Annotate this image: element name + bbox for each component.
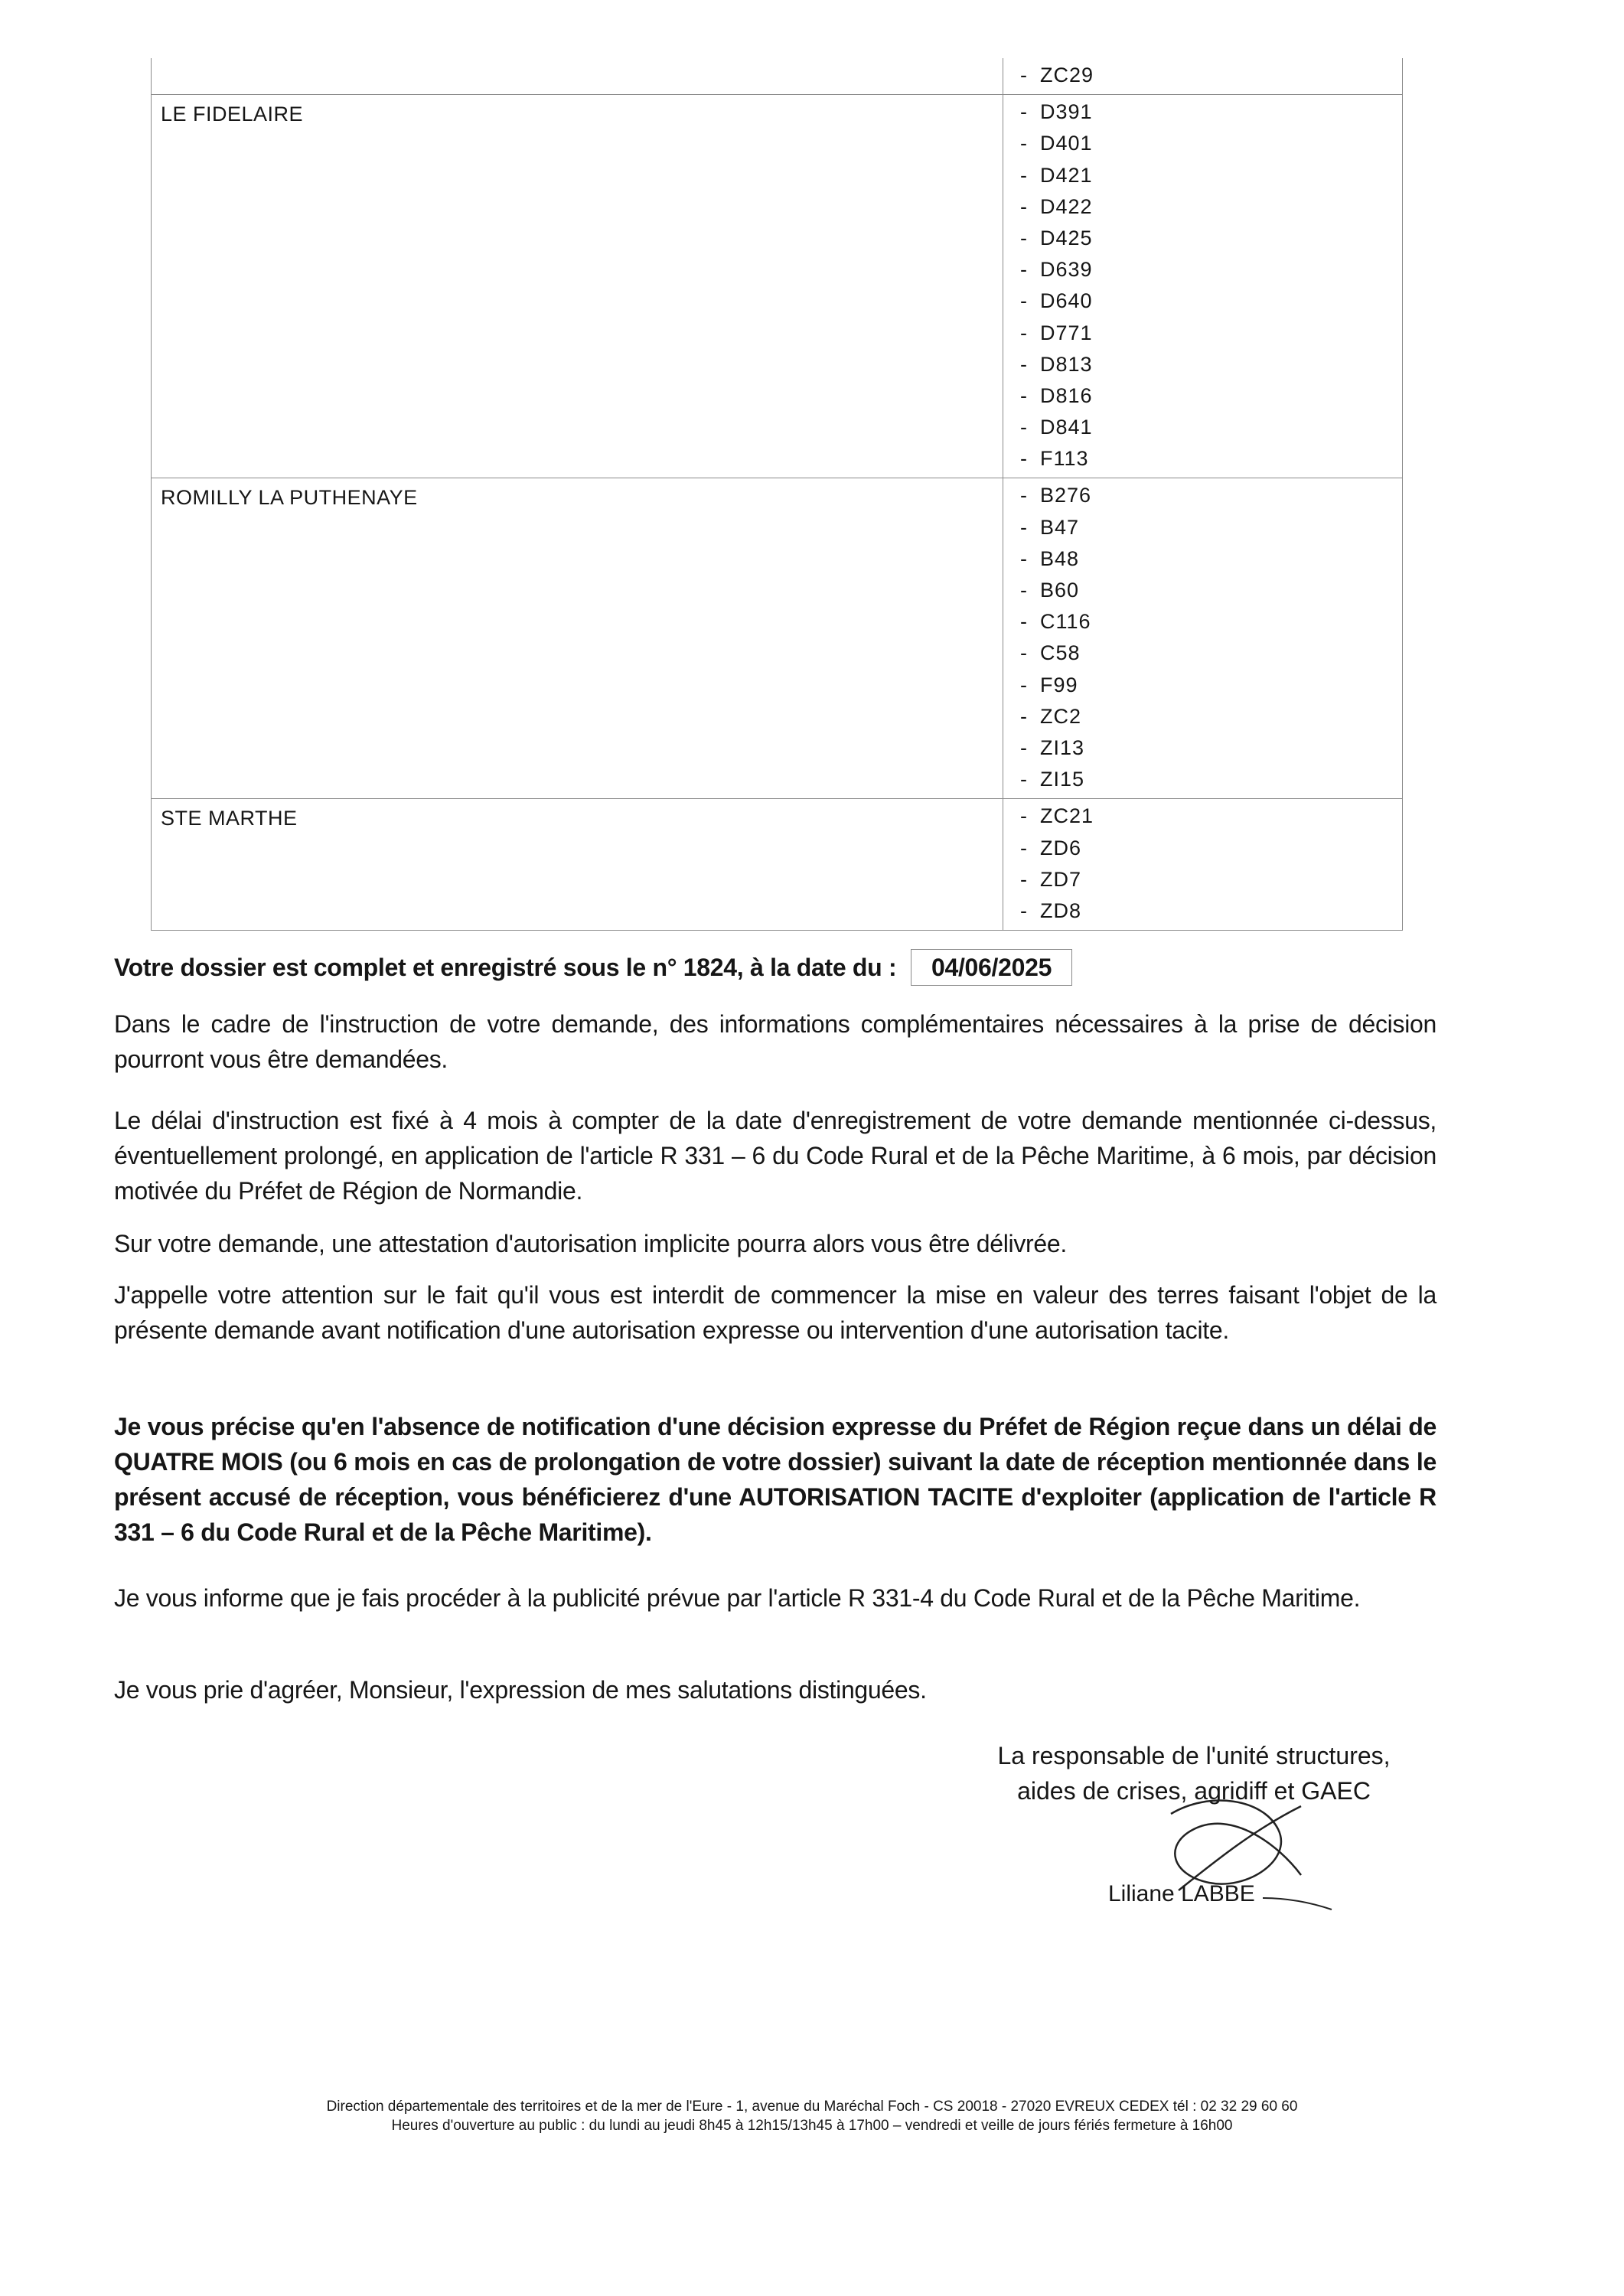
parcel-id: ZC29 (1040, 64, 1094, 86)
parcel-item (1020, 160, 1402, 191)
registration-date: 04/06/2025 (911, 949, 1072, 986)
commune-cell: ROMILLY LA PUTHENAYE (152, 478, 1003, 799)
parcel-item (1020, 895, 1402, 927)
parcel-item (1020, 60, 1402, 91)
parcel-id: D401 (1040, 132, 1093, 155)
table-row (152, 799, 1403, 931)
parcel-id: ZC2 (1040, 704, 1082, 728)
list-dash: - (1020, 132, 1028, 155)
commune-cell (152, 58, 1003, 95)
parcel-item (1020, 191, 1402, 223)
paragraph-info: Dans le cadre de l'instruction de votre demande, des informations complémentaires nécessaires à la prise de décision pourront vous être demandées. (114, 1010, 1436, 1073)
list-dash: - (1020, 447, 1028, 471)
parcels-cell (1003, 799, 1403, 931)
list-dash: - (1020, 484, 1028, 507)
parcel-item (1020, 223, 1402, 254)
paragraph-delay: Le délai d'instruction est fixé à 4 mois à compter de la date d'enregistrement de votre demande mentionnée ci-dessus, éventuellement prolongé, en application de l'article R 331 – 6 du Code Rural et de la Pêche Maritime, à 6 mois, par décision motivée du Préfet de Région de Normandie. (114, 1107, 1436, 1205)
list-dash: - (1020, 673, 1028, 696)
list-dash: - (1020, 194, 1028, 218)
parcel-id: D816 (1040, 383, 1093, 407)
parcel-id: ZD7 (1040, 867, 1082, 891)
parcels-cell (1003, 478, 1403, 799)
table-row (152, 95, 1403, 478)
parcel-id: D771 (1040, 321, 1093, 344)
parcel-id: ZC21 (1040, 804, 1094, 828)
parcel-id: B48 (1040, 546, 1080, 570)
paragraph-attestation: Sur votre demande, une attestation d'autorisation implicite pourra alors vous être délivrée. (114, 1230, 1067, 1257)
parcel-id: ZD6 (1040, 836, 1082, 859)
parcel-item (1020, 254, 1402, 285)
parcel-item (1020, 349, 1402, 380)
table-row (152, 58, 1403, 95)
parcel-item (1020, 285, 1402, 317)
list-dash: - (1020, 258, 1028, 282)
parcel-item (1020, 701, 1402, 732)
list-dash: - (1020, 546, 1028, 570)
parcel-id: D639 (1040, 258, 1093, 282)
parcel-item (1020, 412, 1402, 443)
parcel-item (1020, 575, 1402, 606)
table-row (152, 478, 1403, 799)
parcel-id: B276 (1040, 484, 1092, 507)
parcel-item (1020, 801, 1402, 832)
parcel-item (1020, 606, 1402, 638)
list-dash: - (1020, 100, 1028, 124)
parcel-id: ZI13 (1040, 735, 1085, 759)
parcel-id: C58 (1040, 641, 1081, 665)
parcel-item (1020, 732, 1402, 764)
parcel-id: B47 (1040, 515, 1080, 539)
parcel-item (1020, 128, 1402, 159)
list-dash: - (1020, 289, 1028, 313)
list-dash: - (1020, 768, 1028, 791)
list-dash: - (1020, 416, 1028, 439)
parcels-cell (1003, 95, 1403, 478)
parcel-item (1020, 764, 1402, 795)
parcel-id: D391 (1040, 100, 1093, 124)
footer-opening-hours: Heures d'ouverture au public : du lundi au jeudi 8h45 à 12h15/13h45 à 17h00 – vendredi et veille de jours fériés fermeture à 16h00 (391, 2118, 1233, 2134)
parcel-item (1020, 380, 1402, 412)
registration-text: Votre dossier est complet et enregistré sous le n° 1824, à la date du : (114, 954, 897, 981)
parcel-item (1020, 443, 1402, 475)
parcel-id: D841 (1040, 416, 1093, 439)
list-dash: - (1020, 515, 1028, 539)
list-dash: - (1020, 641, 1028, 665)
paragraph-publicity: Je vous informe que je fais procéder à la publicité prévue par l'article R 331-4 du Code Rural et de la Pêche Maritime. (114, 1584, 1361, 1612)
signature-title-line1: La responsable de l'unité structures, (997, 1742, 1391, 1769)
list-dash: - (1020, 226, 1028, 249)
parcel-id: F99 (1040, 673, 1078, 696)
parcel-id: F113 (1040, 447, 1089, 471)
list-dash: - (1020, 163, 1028, 187)
list-dash: - (1020, 735, 1028, 759)
list-dash: - (1020, 383, 1028, 407)
parcel-item (1020, 543, 1402, 575)
parcel-item (1020, 833, 1402, 864)
list-dash: - (1020, 804, 1028, 828)
list-dash: - (1020, 899, 1028, 922)
parcel-id: D425 (1040, 226, 1093, 249)
parcel-id: D422 (1040, 194, 1093, 218)
parcel-item (1020, 318, 1402, 349)
parcel-id: ZD8 (1040, 899, 1082, 922)
list-dash: - (1020, 610, 1028, 634)
parcel-id: C116 (1040, 610, 1091, 634)
parcels-cell (1003, 58, 1403, 95)
list-dash: - (1020, 579, 1028, 602)
parcel-table (151, 58, 1403, 931)
footer-address: Direction départementale des territoires et de la mer de l'Eure - 1, avenue du Maréchal Foch - CS 20018 - 27020 EVREUX CEDEX tél : 02 32 29 60 60 (326, 2099, 1298, 2115)
parcel-item (1020, 96, 1402, 128)
parcel-id: ZI15 (1040, 768, 1085, 791)
footer (0, 2097, 1624, 2135)
list-dash: - (1020, 64, 1028, 86)
list-dash: - (1020, 836, 1028, 859)
parcel-id: B60 (1040, 579, 1080, 602)
parcel-item (1020, 480, 1402, 511)
registration-line (114, 949, 1436, 986)
parcel-item (1020, 638, 1402, 669)
parcel-item (1020, 512, 1402, 543)
paragraph-closing: Je vous prie d'agréer, Monsieur, l'expression de mes salutations distinguées. (114, 1676, 927, 1704)
parcel-item (1020, 864, 1402, 895)
list-dash: - (1020, 321, 1028, 344)
commune-cell: LE FIDELAIRE (152, 95, 1003, 478)
list-dash: - (1020, 867, 1028, 891)
commune-cell: STE MARTHE (152, 799, 1003, 931)
parcel-id: D421 (1040, 163, 1093, 187)
list-dash: - (1020, 352, 1028, 376)
signature-title-line2: aides de crises, agridiff et GAEC (1017, 1777, 1371, 1805)
parcel-item (1020, 670, 1402, 701)
parcel-id: D640 (1040, 289, 1093, 313)
parcel-id: D813 (1040, 352, 1093, 376)
paragraph-warning: J'appelle votre attention sur le fait qu'il vous est interdit de commencer la mise en valeur des terres faisant l'objet de la présente demande avant notification d'une autorisation expresse ou intervention d'une autorisation tacite. (114, 1281, 1436, 1344)
list-dash: - (1020, 704, 1028, 728)
paragraph-tacit-authorization: Je vous précise qu'en l'absence de notification d'une décision expresse du Préfet de Région reçue dans un délai de QUATRE MOIS (ou 6 mois en cas de prolongation de votre dossier) suivant la date de réception mentionnée dans le présent accusé de réception, vous bénéficierez d'une AUTORISATION TACITE d'exploiter (application de l'article R 331 – 6 du Code Rural et de la Pêche Maritime). (114, 1413, 1436, 1546)
signatory-name: Liliane LABBE (1108, 1881, 1255, 1906)
